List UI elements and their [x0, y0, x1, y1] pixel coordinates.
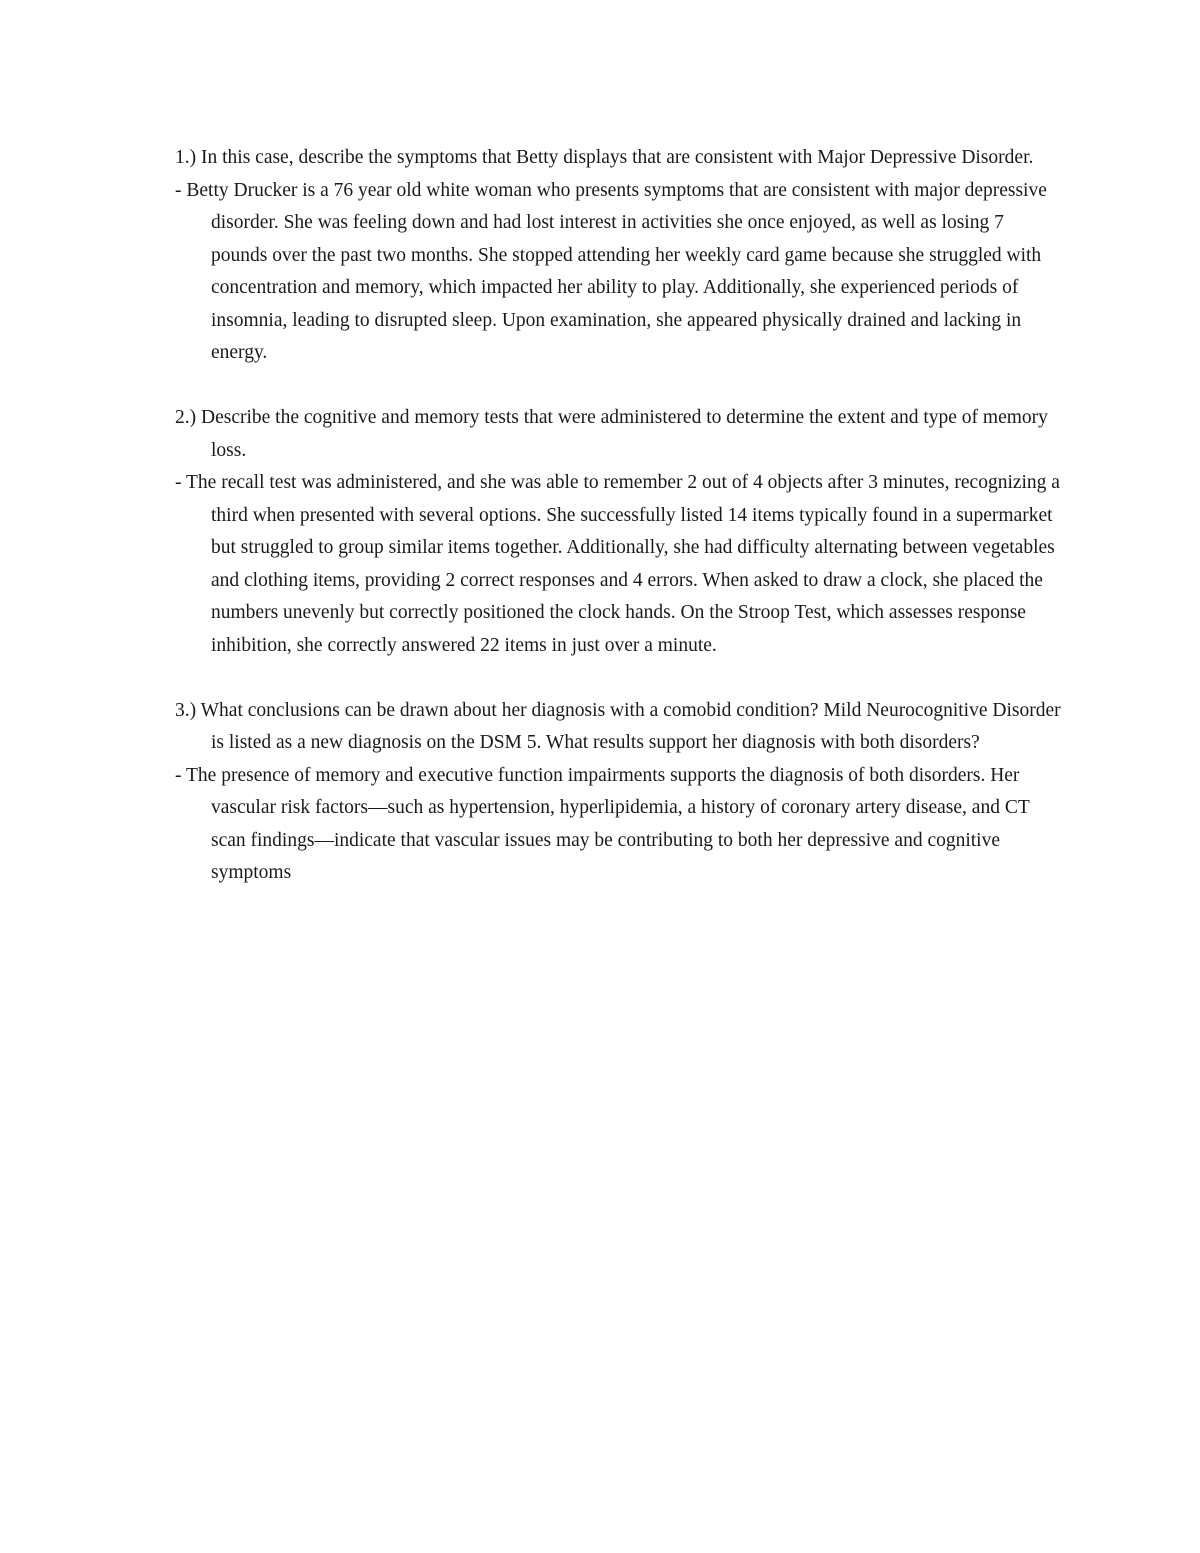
question-block-1: [175, 142, 1065, 370]
document-body: [175, 142, 1065, 922]
answer-2-text: - The recall test was administered, and she was able to remember 2 out of 4 objects after 3 minutes, recognizing a third when presented with several options. She successfully listed 14 items typically found in a supermarket but struggled to group similar items together. Additionally, she had difficulty alternating between vegetables and clothing items, providing 2 correct responses and 4 errors. When asked to draw a clock, she placed the numbers unevenly but correctly positioned the clock hands. On the Stroop Test, which assesses response inhibition, she correctly answered 22 items in just over a minute.: [175, 472, 1060, 656]
question-block-2: [175, 402, 1065, 662]
question-2-text: 2.) Describe the cognitive and memory tests that were administered to determine the extent and type of memory loss.: [175, 407, 1048, 461]
question-1-text: 1.) In this case, describe the symptoms that Betty displays that are consistent with Major Depressive Disorder.: [175, 147, 1034, 168]
question-3-text: 3.) What conclusions can be drawn about her diagnosis with a comobid condition? Mild Neurocognitive Disorder is listed as a new diagnosis on the DSM 5. What results support her diagnosis with both disorders?: [175, 699, 1061, 753]
answer-1-text: - Betty Drucker is a 76 year old white woman who presents symptoms that are consistent with major depressive disorder. She was feeling down and had lost interest in activities she once enjoyed, as well as losing 7 pounds over the past two months. She stopped attending her weekly card game because she struggled with concentration and memory, which impacted her ability to play. Additionally, she experienced periods of insomnia, leading to disrupted sleep. Upon examination, she appeared physically drained and lacking in energy.: [175, 179, 1047, 363]
answer-3-text: - The presence of memory and executive function impairments supports the diagnosis of both disorders. Her vascular risk factors—such as hypertension, hyperlipidemia, a history of coronary artery disease, and CT scan findings—indicate that vascular issues may be contributing to both her depressive and cognitive symptoms: [175, 764, 1030, 883]
question-block-3: [175, 695, 1065, 890]
